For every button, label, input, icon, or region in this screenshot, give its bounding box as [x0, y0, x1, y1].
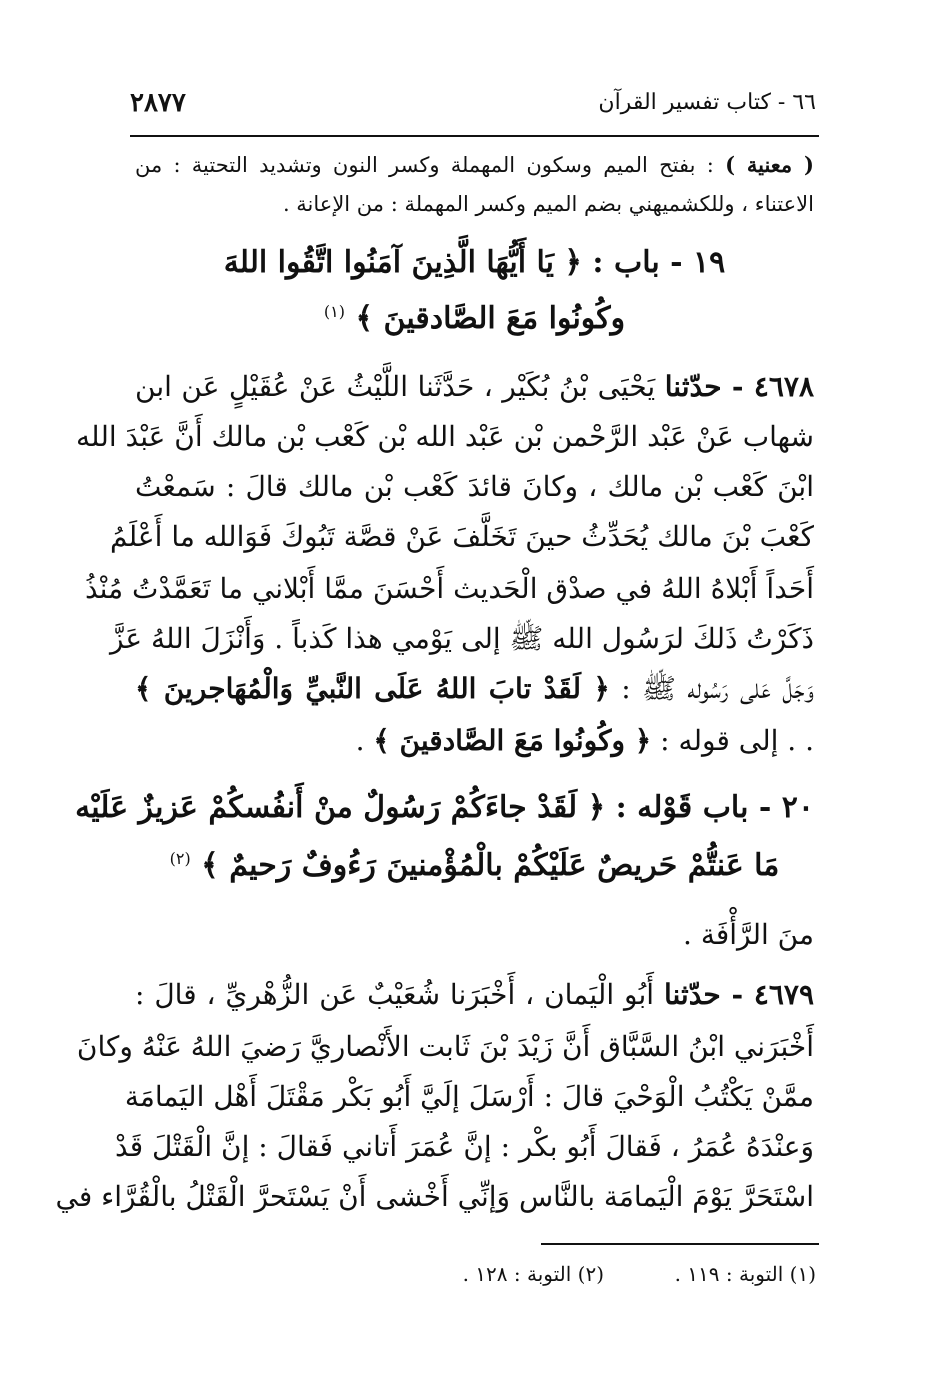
hadith-4679-number: ٤٦٧٩ - حدّثنا	[663, 978, 814, 1011]
intro-term: ( معنية )	[725, 152, 814, 177]
hadith-4678-line-3: ابْنَ كَعْب بْن مالك ، وكانَ قائدَ كَعْب بْن مالك قالَ : سَمعْتُ	[135, 470, 814, 503]
footnote-rule	[541, 1243, 819, 1245]
bab-20-verse-end: مَا عَنتُّمْ حَريصٌ عَلَيْكُمْ بالْمُؤْمنينَ رَءُوفٌ رَحيمٌ ﴾	[201, 848, 780, 883]
hadith-4678-line-8-text: . . إلى قوله :	[660, 724, 814, 757]
hadith-4678-line-7-text: وَجَلَّ عَلى رَسُوله ﷺ :	[621, 672, 815, 705]
hadith-4678-line-6: ذَكَرْتُ ذَلكَ لرَسُول الله ﷺ إلى يَوْمي هذا كَذباً . وَأَنْزَلَ اللهُ عَزَّ	[109, 622, 814, 655]
hadith-4679-line-1-text: أَبُو الْيَمان ، أَخْبَرَنا شُعَيْبٌ عَن الزُّهْريِّ ، قالَ :	[135, 978, 655, 1011]
hadith-4679-line-4: وَعنْدَهُ عُمَرُ ، فَقالَ أَبُو بكْر : إنَّ عُمَرَ أَتاني فَقالَ : إنَّ الْقَتْلَ قَدْ	[115, 1130, 814, 1163]
quran-verse-9-119: ﴿ وكُونُوا مَعَ الصَّادقينَ ﴾	[373, 724, 652, 757]
hadith-4679-line-1	[135, 978, 814, 1011]
bab-20-note: منَ الرَّأْفَة .	[683, 918, 814, 951]
hadith-4678-end: .	[355, 724, 365, 757]
hadith-4678-number: ٤٦٧٨ - حدّثنا	[664, 370, 814, 403]
intro-line-1-text: : بفتح الميم وسكون المهملة وكسر النون وتشديد التحتية : من	[135, 153, 714, 177]
hadith-4678-line-1	[135, 370, 814, 403]
intro-line-1	[135, 152, 814, 177]
bab-19-verse-end: وكُونُوا مَعَ الصَّادقينَ ﴾	[355, 301, 626, 336]
bab-20-title-line-2	[135, 848, 814, 883]
bab-20-title-line-1: ٢٠ - باب قَوْله : ﴿ لَقَدْ جاءَكُمْ رَسُولٌ منْ أَنفُسكُمْ عَزيزٌ عَلَيْه	[75, 790, 814, 825]
hadith-4678-line-7	[135, 672, 814, 712]
hadith-4678-line-1-text: يَحْيَى بْنُ بُكَيْر ، حَدَّثَنا اللَّيْثُ عَنْ عُقَيْلٍ عَن ابن	[135, 370, 656, 403]
hadith-4679-line-5: اسْتَحَرَّ يَوْمَ الْيَمامَة بالنَّاس وَإنِّي أَخْشى أَنْ يَسْتَحرَّ الْقَتْلُ بالْقُرَّاء في	[55, 1180, 814, 1213]
footnote-ref-2: (٢)	[169, 849, 191, 868]
footnote-1: (١) التوبة : ١١٩ .	[674, 1262, 816, 1286]
footnote-ref-1: (١)	[323, 302, 345, 321]
header-rule	[130, 135, 819, 137]
bab-19-title-line-1: ١٩ - باب : ﴿ يَا أَيُّهَا الَّذِينَ آمَنُوا اتَّقُوا اللهَ	[223, 245, 726, 280]
hadith-4679-line-3: ممَّنْ يَكْتُبُ الْوَحْيَ قالَ : أَرْسَلَ إلَيَّ أَبُو بَكْر مَقْتَلَ أَهْل اليَمامَة	[124, 1080, 814, 1113]
hadith-4678-line-8	[135, 724, 814, 757]
quran-verse-9-117: ﴿ لَقَدْ تابَ اللهُ عَلَى النَّبيِّ وَالْمُهَاجرينَ ﴾	[135, 672, 610, 705]
hadith-4679-line-2: أَخْبَرَني ابْنُ السَّبَّاق أَنَّ زَيْدَ بْنَ ثَابت الأَنْصاريَّ رَضيَ اللهُ عَنْهُ وكانَ	[76, 1030, 814, 1063]
hadith-4678-line-5: أَحَداً أَبْلاهُ اللهُ في صدْق الْحَديث أَحْسَنَ ممَّا أَبْلاني ما تَعَمَّدْتُ مُنْذُ	[84, 572, 814, 605]
chapter-title: ٦٦ - كتاب تفسير القرآن	[598, 90, 816, 115]
page-number: ٢٨٧٧	[130, 88, 186, 118]
footnote-2: (٢) التوبة : ١٢٨ .	[462, 1262, 604, 1286]
hadith-4678-line-4: كَعْبَ بْنَ مالك يُحَدِّثُ حينَ تَخَلَّفَ عَنْ قصَّة تَبُوكَ فَوَالله ما أَعْلَمُ	[110, 520, 814, 553]
intro-line-2: الاعتناء ، وللكشميهني بضم الميم وكسر المهملة : من الإعانة .	[282, 192, 814, 216]
bab-19-title-line-2	[135, 301, 814, 336]
hadith-4678-line-2: شهاب عَنْ عَبْد الرَّحْمن بْن عَبْد الله بْن كَعْب بْن مالك أَنَّ عَبْدَ الله	[76, 420, 814, 453]
